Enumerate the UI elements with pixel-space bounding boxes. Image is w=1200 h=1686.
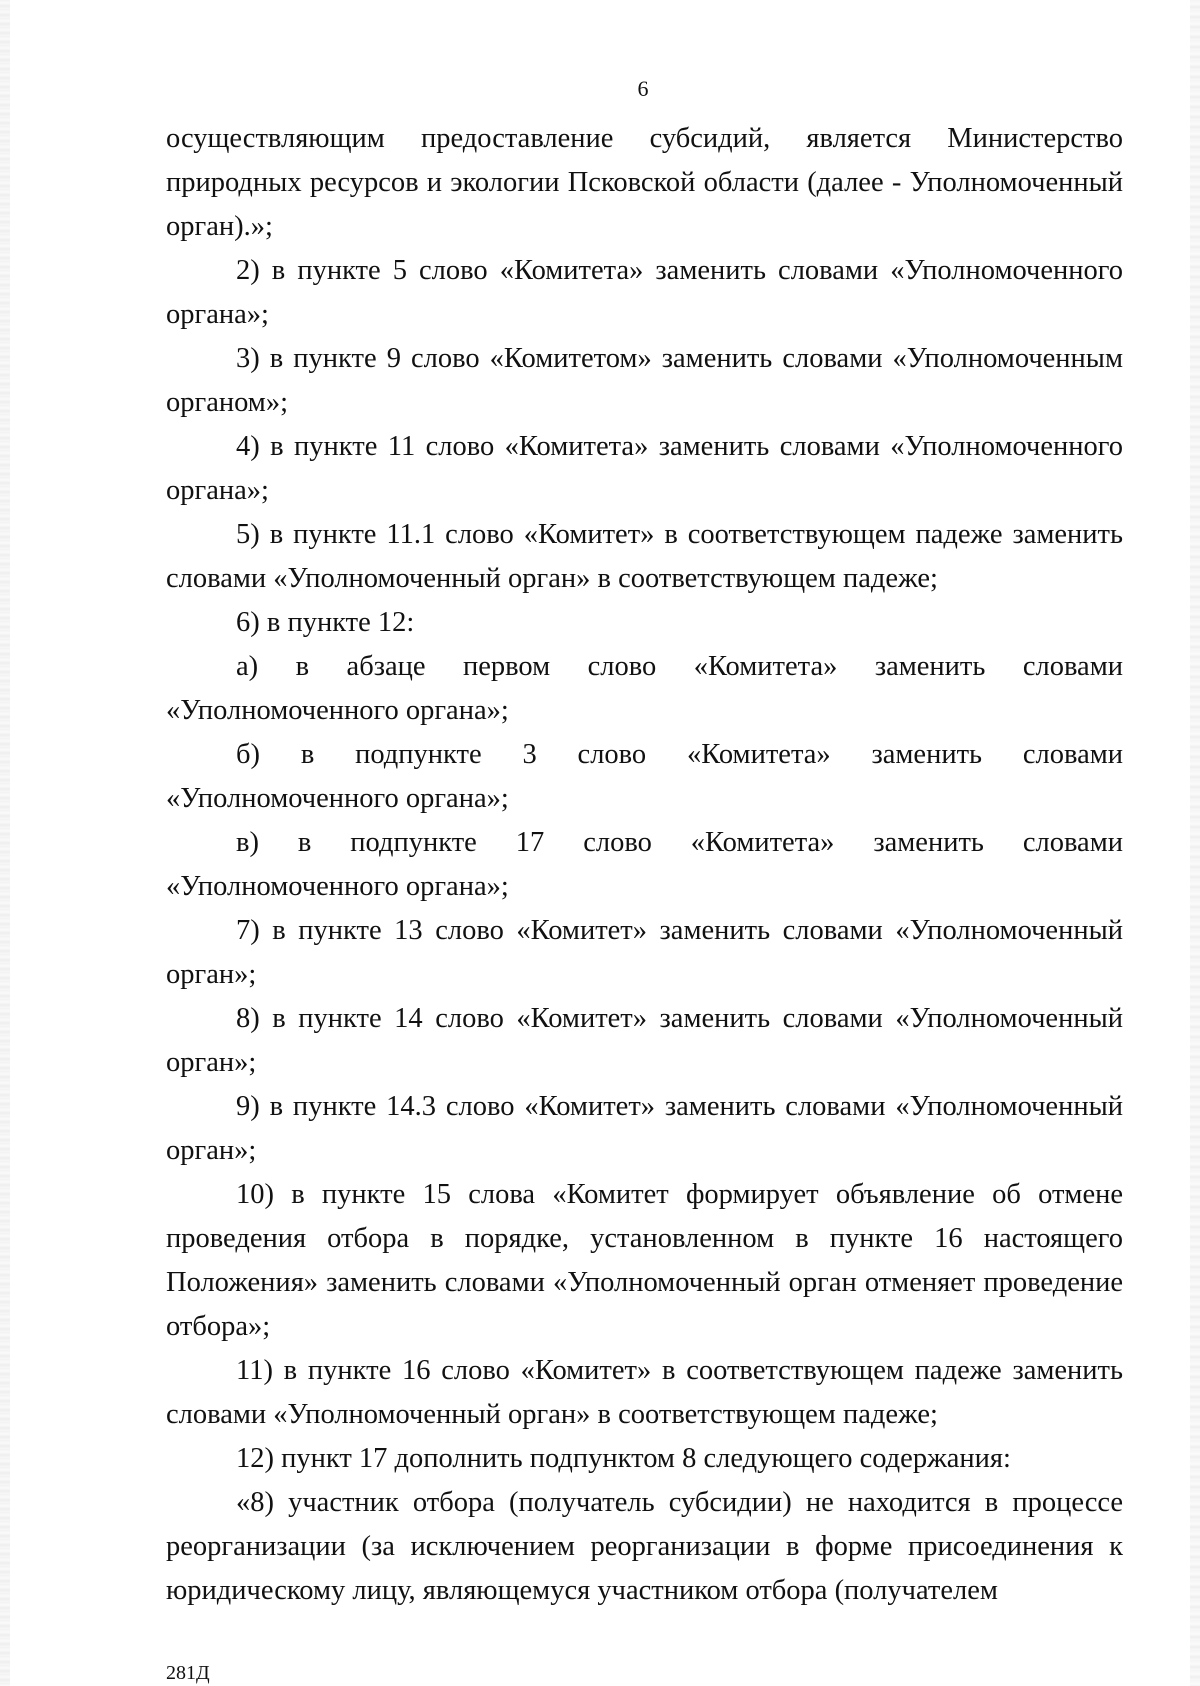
paragraph-item-6v: в) в подпункте 17 слово «Комитета» заменить словами «Уполномоченного органа»; [166,827,1123,902]
paragraph-continuation: осуществляющим предоставление субсидий, является Министерство природных ресурсов и экологии Псковской области (далее - Уполномоченный орган).»; [166,123,1123,242]
paragraph-item-3: 3) в пункте 9 слово «Комитетом» заменить словами «Уполномоченным органом»; [166,343,1123,418]
paragraph-item-7: 7) в пункте 13 слово «Комитет» заменить словами «Уполномоченный орган»; [166,915,1123,990]
paragraph-item-4: 4) в пункте 11 слово «Комитета» заменить словами «Уполномоченного органа»; [166,431,1123,506]
document-code: 281Д [166,1662,210,1684]
paragraph-item-8: 8) в пункте 14 слово «Комитет» заменить словами «Уполномоченный орган»; [166,1003,1123,1078]
scan-edge-right [1190,0,1200,1686]
paragraph-item-5: 5) в пункте 11.1 слово «Комитет» в соответствующем падеже заменить словами «Уполномоченный орган» в соответствующем падеже; [166,519,1123,594]
paragraph-item-10: 10) в пункте 15 слова «Комитет формирует объявление об отмене проведения отбора в порядке, установленном в пункте 16 настоящего Положения» заменить словами «Уполномоченный орган отменяет проведение отбора»; [166,1179,1123,1342]
paragraph-subitem-8-quote: «8) участник отбора (получатель субсидии) не находится в процессе реорганизации (за исключением реорганизации в форме присоединения к юридическому лицу, являющемуся участником отбора (получателем [166,1487,1123,1606]
scan-edge-left [0,0,10,1686]
paragraph-item-6a: а) в абзаце первом слово «Комитета» заменить словами «Уполномоченного органа»; [166,651,1123,726]
paragraph-item-6: 6) в пункте 12: [236,607,415,638]
paragraph-item-2: 2) в пункте 5 слово «Комитета» заменить словами «Уполномоченного органа»; [166,255,1123,330]
paragraph-item-6b: б) в подпункте 3 слово «Комитета» заменить словами «Уполномоченного органа»; [166,739,1123,814]
document-body [166,117,1123,1613]
paragraph-item-11: 11) в пункте 16 слово «Комитет» в соответствующем падеже заменить словами «Уполномоченный орган» в соответствующем падеже; [166,1355,1123,1430]
paragraph-item-9: 9) в пункте 14.3 слово «Комитет» заменить словами «Уполномоченный орган»; [166,1091,1123,1166]
paragraph-item-12: 12) пункт 17 дополнить подпунктом 8 следующего содержания: [236,1443,1011,1474]
page-number: 6 [637,76,649,101]
